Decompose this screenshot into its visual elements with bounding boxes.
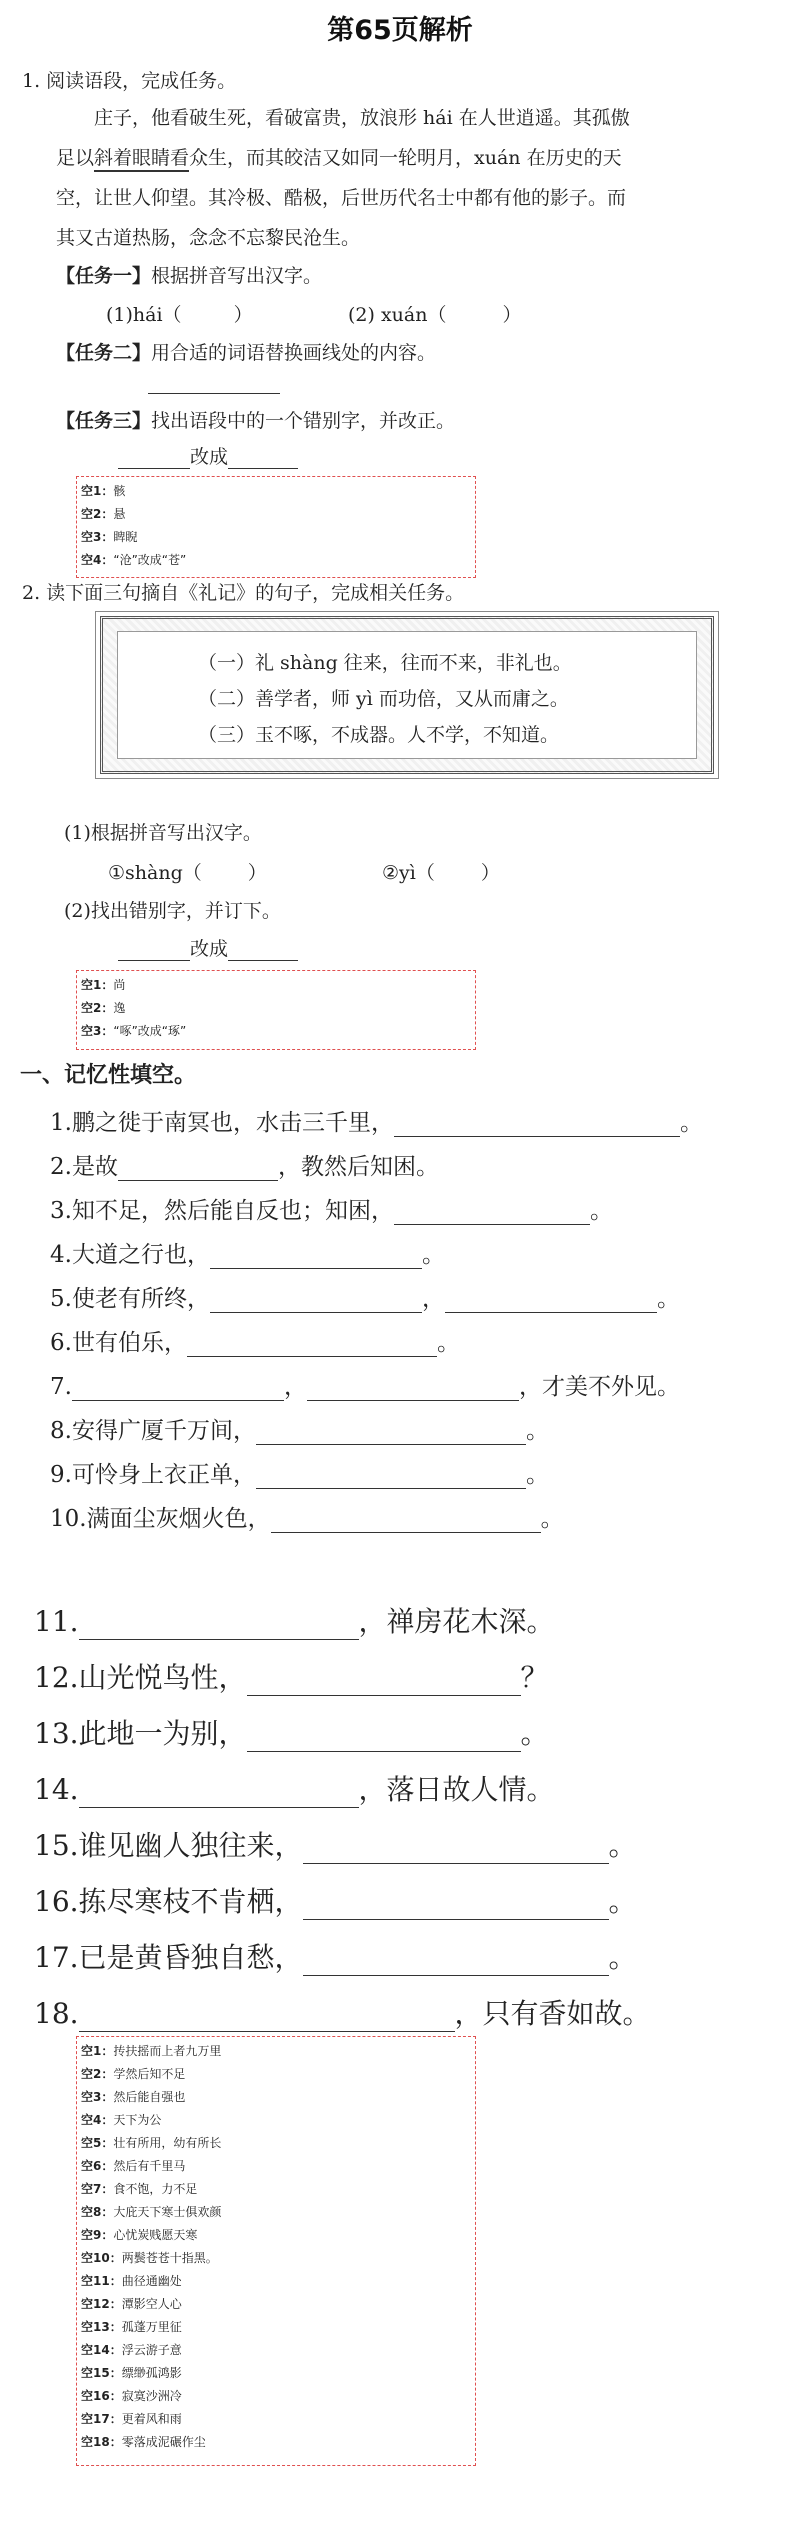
memory-item-1 xyxy=(50,1104,703,1137)
item-blank[interactable] xyxy=(72,1380,284,1401)
item-num: 17. xyxy=(34,1941,79,1974)
item-num: 15. xyxy=(34,1829,79,1862)
answer-row xyxy=(81,2433,206,2450)
answer-value: 更着风和雨 xyxy=(121,2412,182,2426)
item-post: ？ xyxy=(520,1661,549,1694)
item-mid: ， xyxy=(421,1286,445,1312)
item-blank[interactable] xyxy=(256,1424,526,1445)
answer-label: 空2： xyxy=(81,1001,114,1015)
item-pre: 是故 xyxy=(71,1154,118,1180)
answer-row xyxy=(81,2065,185,2082)
task1-text: 根据拼音写出汉字。 xyxy=(151,265,323,287)
answer-label: 空2： xyxy=(81,507,114,521)
answer-row xyxy=(81,2295,182,2312)
item-post: 。 xyxy=(679,1110,703,1136)
item-num: 3. xyxy=(50,1198,72,1224)
answer-row xyxy=(81,2341,182,2358)
answer-row xyxy=(81,2318,182,2335)
item-blank[interactable] xyxy=(394,1116,680,1137)
item-post: ，才美不外见。 xyxy=(518,1374,680,1400)
item-num: 13. xyxy=(34,1717,79,1750)
memory-item-8 xyxy=(50,1412,549,1445)
answer-value: 曲径通幽处 xyxy=(121,2274,182,2288)
answer-label: 空2： xyxy=(81,2067,114,2081)
answer-label: 空3： xyxy=(81,1024,114,1038)
answer-value: 大庇天下寒士俱欢颜 xyxy=(113,2205,222,2219)
answer-label: 空1： xyxy=(81,484,114,498)
answer-label: 空3： xyxy=(81,2090,114,2104)
q2-quote-frame xyxy=(100,616,714,774)
item-blank[interactable] xyxy=(256,1468,526,1489)
answer-label: 空15： xyxy=(81,2366,122,2380)
answer-row xyxy=(81,2157,185,2174)
item-blank[interactable] xyxy=(303,1837,609,1864)
task1-label: 【任务一】 xyxy=(56,265,152,287)
item-blank[interactable] xyxy=(210,1292,422,1313)
q2-wrong-blank[interactable] xyxy=(118,940,190,961)
item-post: 。 xyxy=(520,1717,549,1750)
answer-row xyxy=(81,2226,197,2243)
item-blank[interactable] xyxy=(79,1613,359,1640)
q1-line1: 庄子，他看破生死，看破富贵，放浪形 hái 在人世逍遥。其孤傲 xyxy=(94,107,630,129)
answer-value: 寂寞沙洲冷 xyxy=(121,2389,182,2403)
answer-row xyxy=(81,2272,182,2289)
answer-label: 空16： xyxy=(81,2389,122,2403)
memory-item-6 xyxy=(50,1324,460,1357)
q2-header: 2. 读下面三句摘自《礼记》的句子，完成相关任务。 xyxy=(22,582,465,604)
item-pre: 大道之行也， xyxy=(71,1242,210,1268)
answer-row xyxy=(81,551,186,568)
q1-task1-a[interactable] xyxy=(106,300,253,327)
item-pre: 使老有所终， xyxy=(71,1286,210,1312)
q2-sub1-b[interactable] xyxy=(382,858,500,885)
memory-item-2 xyxy=(50,1148,439,1181)
item-pre: 谁见幽人独往来， xyxy=(78,1829,303,1862)
answer-row xyxy=(81,1022,186,1039)
memory-item-5 xyxy=(50,1280,680,1313)
q1-change-row xyxy=(118,442,298,469)
answer-label: 空6： xyxy=(81,2159,114,2173)
task1-b-close: ） xyxy=(502,304,522,326)
answer-label: 空9： xyxy=(81,2228,114,2242)
item-num: 11. xyxy=(34,1605,79,1638)
memory-item-15 xyxy=(34,1824,637,1864)
answer-label: 空1： xyxy=(81,978,114,992)
answer-value: 心忧炭贱愿天寒 xyxy=(113,2228,198,2242)
item-mid: ， xyxy=(283,1374,307,1400)
answer-value: 壮有所用，幼有所长 xyxy=(113,2136,222,2150)
task3-label: 【任务三】 xyxy=(56,410,152,432)
item-num: 12. xyxy=(34,1661,79,1694)
answer-value: 天下为公 xyxy=(113,2113,162,2127)
q1-task1 xyxy=(56,261,322,288)
item-blank[interactable] xyxy=(118,1160,278,1181)
q1-underlined-phrase: 斜着眼睛看 xyxy=(94,147,189,172)
memory-item-16 xyxy=(34,1880,637,1920)
answer-label: 空12： xyxy=(81,2297,122,2311)
answer-value: 潭影空人心 xyxy=(121,2297,182,2311)
q1-task2 xyxy=(56,338,436,365)
answer-value: 尚 xyxy=(113,978,126,992)
answer-label: 空13： xyxy=(81,2320,122,2334)
item-pre: 可怜身上衣正单， xyxy=(71,1462,256,1488)
item-post: 。 xyxy=(436,1330,460,1356)
task3-text: 找出语段中的一个错别字，并改正。 xyxy=(151,410,456,432)
q2-quote-2: （二）善学者，师 yì 而功倍，又从而庸之。 xyxy=(198,688,569,710)
answer-row xyxy=(81,2249,218,2266)
item-blank[interactable] xyxy=(79,2005,455,2032)
item-post: 。 xyxy=(540,1506,564,1532)
answer-row xyxy=(81,2134,221,2151)
q2-sub2: (2)找出错别字，并订下。 xyxy=(64,900,281,922)
sub1-b-close: ） xyxy=(480,862,500,884)
answer-row xyxy=(81,2042,221,2059)
answer-value: “啄”改成“琢” xyxy=(113,1024,187,1038)
q2-correct-blank[interactable] xyxy=(228,940,298,961)
item-pre: 鹏之徙于南冥也，水击三千里， xyxy=(71,1110,394,1136)
item-pre: 安得广厦千万间， xyxy=(71,1418,256,1444)
item-pre: 世有伯乐， xyxy=(71,1330,187,1356)
q1-header: 1. 阅读语段，完成任务。 xyxy=(22,70,237,92)
answer-row xyxy=(81,2111,161,2128)
answer-label: 空4： xyxy=(81,2113,114,2127)
q2-quote-inner xyxy=(117,631,697,759)
q1-line3: 空，让世人仰望。其冷极、酷极，后世历代名士中都有他的影子。而 xyxy=(56,187,627,209)
answer-row xyxy=(81,2180,197,2197)
item-blank[interactable] xyxy=(79,1781,359,1808)
answer-value: 悬 xyxy=(113,507,126,521)
answer-label: 空14： xyxy=(81,2343,122,2357)
item-blank[interactable] xyxy=(394,1204,590,1225)
item-num: 14. xyxy=(34,1773,79,1806)
answer-label: 空7： xyxy=(81,2182,114,2196)
answer-label: 空8： xyxy=(81,2205,114,2219)
item-num: 1. xyxy=(50,1110,72,1136)
item-num: 5. xyxy=(50,1286,72,1312)
page-title: 第65页解析 xyxy=(327,15,473,46)
answer-value: 浮云游子意 xyxy=(121,2343,182,2357)
item-post: 。 xyxy=(589,1198,613,1224)
answer-label: 空11： xyxy=(81,2274,122,2288)
item-blank[interactable] xyxy=(247,1669,521,1696)
answer-value: 骸 xyxy=(113,484,126,498)
item-pre: 已是黄昏独自愁， xyxy=(78,1941,303,1974)
item-post: ，教然后知困。 xyxy=(277,1154,439,1180)
sub1-a-label: ①shàng（ xyxy=(108,862,202,884)
answer-label: 空4： xyxy=(81,553,114,567)
answer-row xyxy=(81,976,125,993)
q2-change-row xyxy=(118,934,298,961)
memory-item-14 xyxy=(34,1768,555,1808)
q1-answer-box xyxy=(76,476,476,578)
q1-line4: 其又古道热肠，念念不忘黎民沧生。 xyxy=(56,227,361,249)
item-pre: 拣尽寒枝不肯栖， xyxy=(78,1885,303,1918)
item-num: 4. xyxy=(50,1242,72,1268)
answer-row xyxy=(81,2364,182,2381)
answer-value: 抟扶摇而上者九万里 xyxy=(113,2044,222,2058)
q1-passage xyxy=(56,98,776,258)
item-blank[interactable] xyxy=(307,1380,519,1401)
answer-row xyxy=(81,528,137,545)
item-num: 9. xyxy=(50,1462,72,1488)
task2-label: 【任务二】 xyxy=(56,342,152,364)
answer-value: 睥睨 xyxy=(113,530,138,544)
q1-task1-b[interactable] xyxy=(348,300,522,327)
task2-answer-line[interactable] xyxy=(148,393,280,394)
answer-row xyxy=(81,2203,221,2220)
answer-row xyxy=(81,999,125,1016)
q1-line2-b: 众生，而其皎洁又如同一轮明月，xuán 在历史的天 xyxy=(189,147,622,169)
change-to-label: 改成 xyxy=(190,446,229,468)
answer-label: 空1： xyxy=(81,2044,114,2058)
memory-item-10 xyxy=(50,1500,564,1533)
task3-wrong-blank[interactable] xyxy=(118,448,190,469)
memory-item-3 xyxy=(50,1192,613,1225)
sub1-a-close: ） xyxy=(247,862,267,884)
answer-row xyxy=(81,2387,182,2404)
memory-item-11 xyxy=(34,1600,555,1640)
item-num: 7. xyxy=(50,1374,72,1400)
answer-row xyxy=(81,2088,185,2105)
item-post: ，禅房花木深。 xyxy=(358,1605,555,1638)
item-pre: 满面尘灰烟火色， xyxy=(86,1506,271,1532)
answer-row xyxy=(81,2410,182,2427)
item-num: 6. xyxy=(50,1330,72,1356)
item-post: ，落日故人情。 xyxy=(358,1773,555,1806)
item-num: 16. xyxy=(34,1885,79,1918)
memory-item-12 xyxy=(34,1656,549,1696)
item-post: 。 xyxy=(421,1242,445,1268)
memory-answer-box xyxy=(76,2036,476,2466)
sub1-b-label: ②yì（ xyxy=(382,862,435,884)
item-post: 。 xyxy=(656,1286,680,1312)
memory-item-17 xyxy=(34,1936,637,1976)
memory-item-13 xyxy=(34,1712,549,1752)
item-blank[interactable] xyxy=(187,1336,437,1357)
task2-text: 用合适的词语替换画线处的内容。 xyxy=(151,342,437,364)
item-num: 8. xyxy=(50,1418,72,1444)
item-blank[interactable] xyxy=(210,1248,422,1269)
item-blank[interactable] xyxy=(247,1725,521,1752)
memory-item-4 xyxy=(50,1236,445,1269)
item-blank[interactable] xyxy=(303,1893,609,1920)
q1-task3 xyxy=(56,406,455,433)
answer-value: 两鬓苍苍十指黑。 xyxy=(121,2251,218,2265)
item-pre: 山光悦鸟性， xyxy=(78,1661,247,1694)
answer-value: “沧”改成“苍” xyxy=(113,553,187,567)
task3-correct-blank[interactable] xyxy=(228,448,298,469)
item-pre: 知不足，然后能自反也；知困， xyxy=(71,1198,394,1224)
memory-item-18 xyxy=(34,1992,651,2032)
item-blank[interactable] xyxy=(303,1949,609,1976)
q2-answer-box xyxy=(76,970,476,1050)
answer-label: 空17： xyxy=(81,2412,122,2426)
item-pre: 此地一为别， xyxy=(78,1717,247,1750)
answer-label: 空10： xyxy=(81,2251,122,2265)
memory-item-7 xyxy=(50,1368,680,1401)
item-num: 2. xyxy=(50,1154,72,1180)
answer-value: 孤蓬万里征 xyxy=(121,2320,182,2334)
answer-row xyxy=(81,505,125,522)
task1-b-label: (2) xuán（ xyxy=(348,304,447,326)
answer-value: 逸 xyxy=(113,1001,126,1015)
task1-a-label: (1)hái（ xyxy=(106,304,182,326)
item-num: 18. xyxy=(34,1997,79,2030)
memory-item-9 xyxy=(50,1456,549,1489)
q1-line2 xyxy=(56,138,776,178)
memory-heading: 一、记忆性填空。 xyxy=(20,1063,197,1088)
answer-label: 空3： xyxy=(81,530,114,544)
answer-label: 空5： xyxy=(81,2136,114,2150)
q1-line2-a: 足以 xyxy=(56,147,95,169)
item-post: ，只有香如故。 xyxy=(454,1997,651,2030)
answer-row xyxy=(81,482,125,499)
item-post: 。 xyxy=(525,1418,549,1444)
answer-value: 然后能自强也 xyxy=(113,2090,186,2104)
answer-value: 缥缈孤鸿影 xyxy=(121,2366,182,2380)
answer-value: 食不饱，力不足 xyxy=(113,2182,198,2196)
item-post: 。 xyxy=(608,1941,637,1974)
item-post: 。 xyxy=(525,1462,549,1488)
item-blank[interactable] xyxy=(445,1292,657,1313)
change-to-label: 改成 xyxy=(190,938,229,960)
item-post: 。 xyxy=(608,1829,637,1862)
item-num: 10. xyxy=(50,1506,87,1532)
answer-label: 空18： xyxy=(81,2435,122,2449)
item-blank[interactable] xyxy=(271,1512,541,1533)
answer-value: 学然后知不足 xyxy=(113,2067,186,2081)
task1-a-close: ） xyxy=(233,304,253,326)
q2-sub1: (1)根据拼音写出汉字。 xyxy=(64,822,262,844)
item-post: 。 xyxy=(608,1885,637,1918)
q2-sub1-a[interactable] xyxy=(108,858,267,885)
answer-value: 零落成泥碾作尘 xyxy=(121,2435,206,2449)
q2-quote-3: （三）玉不啄，不成器。人不学，不知道。 xyxy=(198,724,560,746)
q2-quote-1: （一）礼 shàng 往来，往而不来，非礼也。 xyxy=(198,652,572,674)
answer-value: 然后有千里马 xyxy=(113,2159,186,2173)
